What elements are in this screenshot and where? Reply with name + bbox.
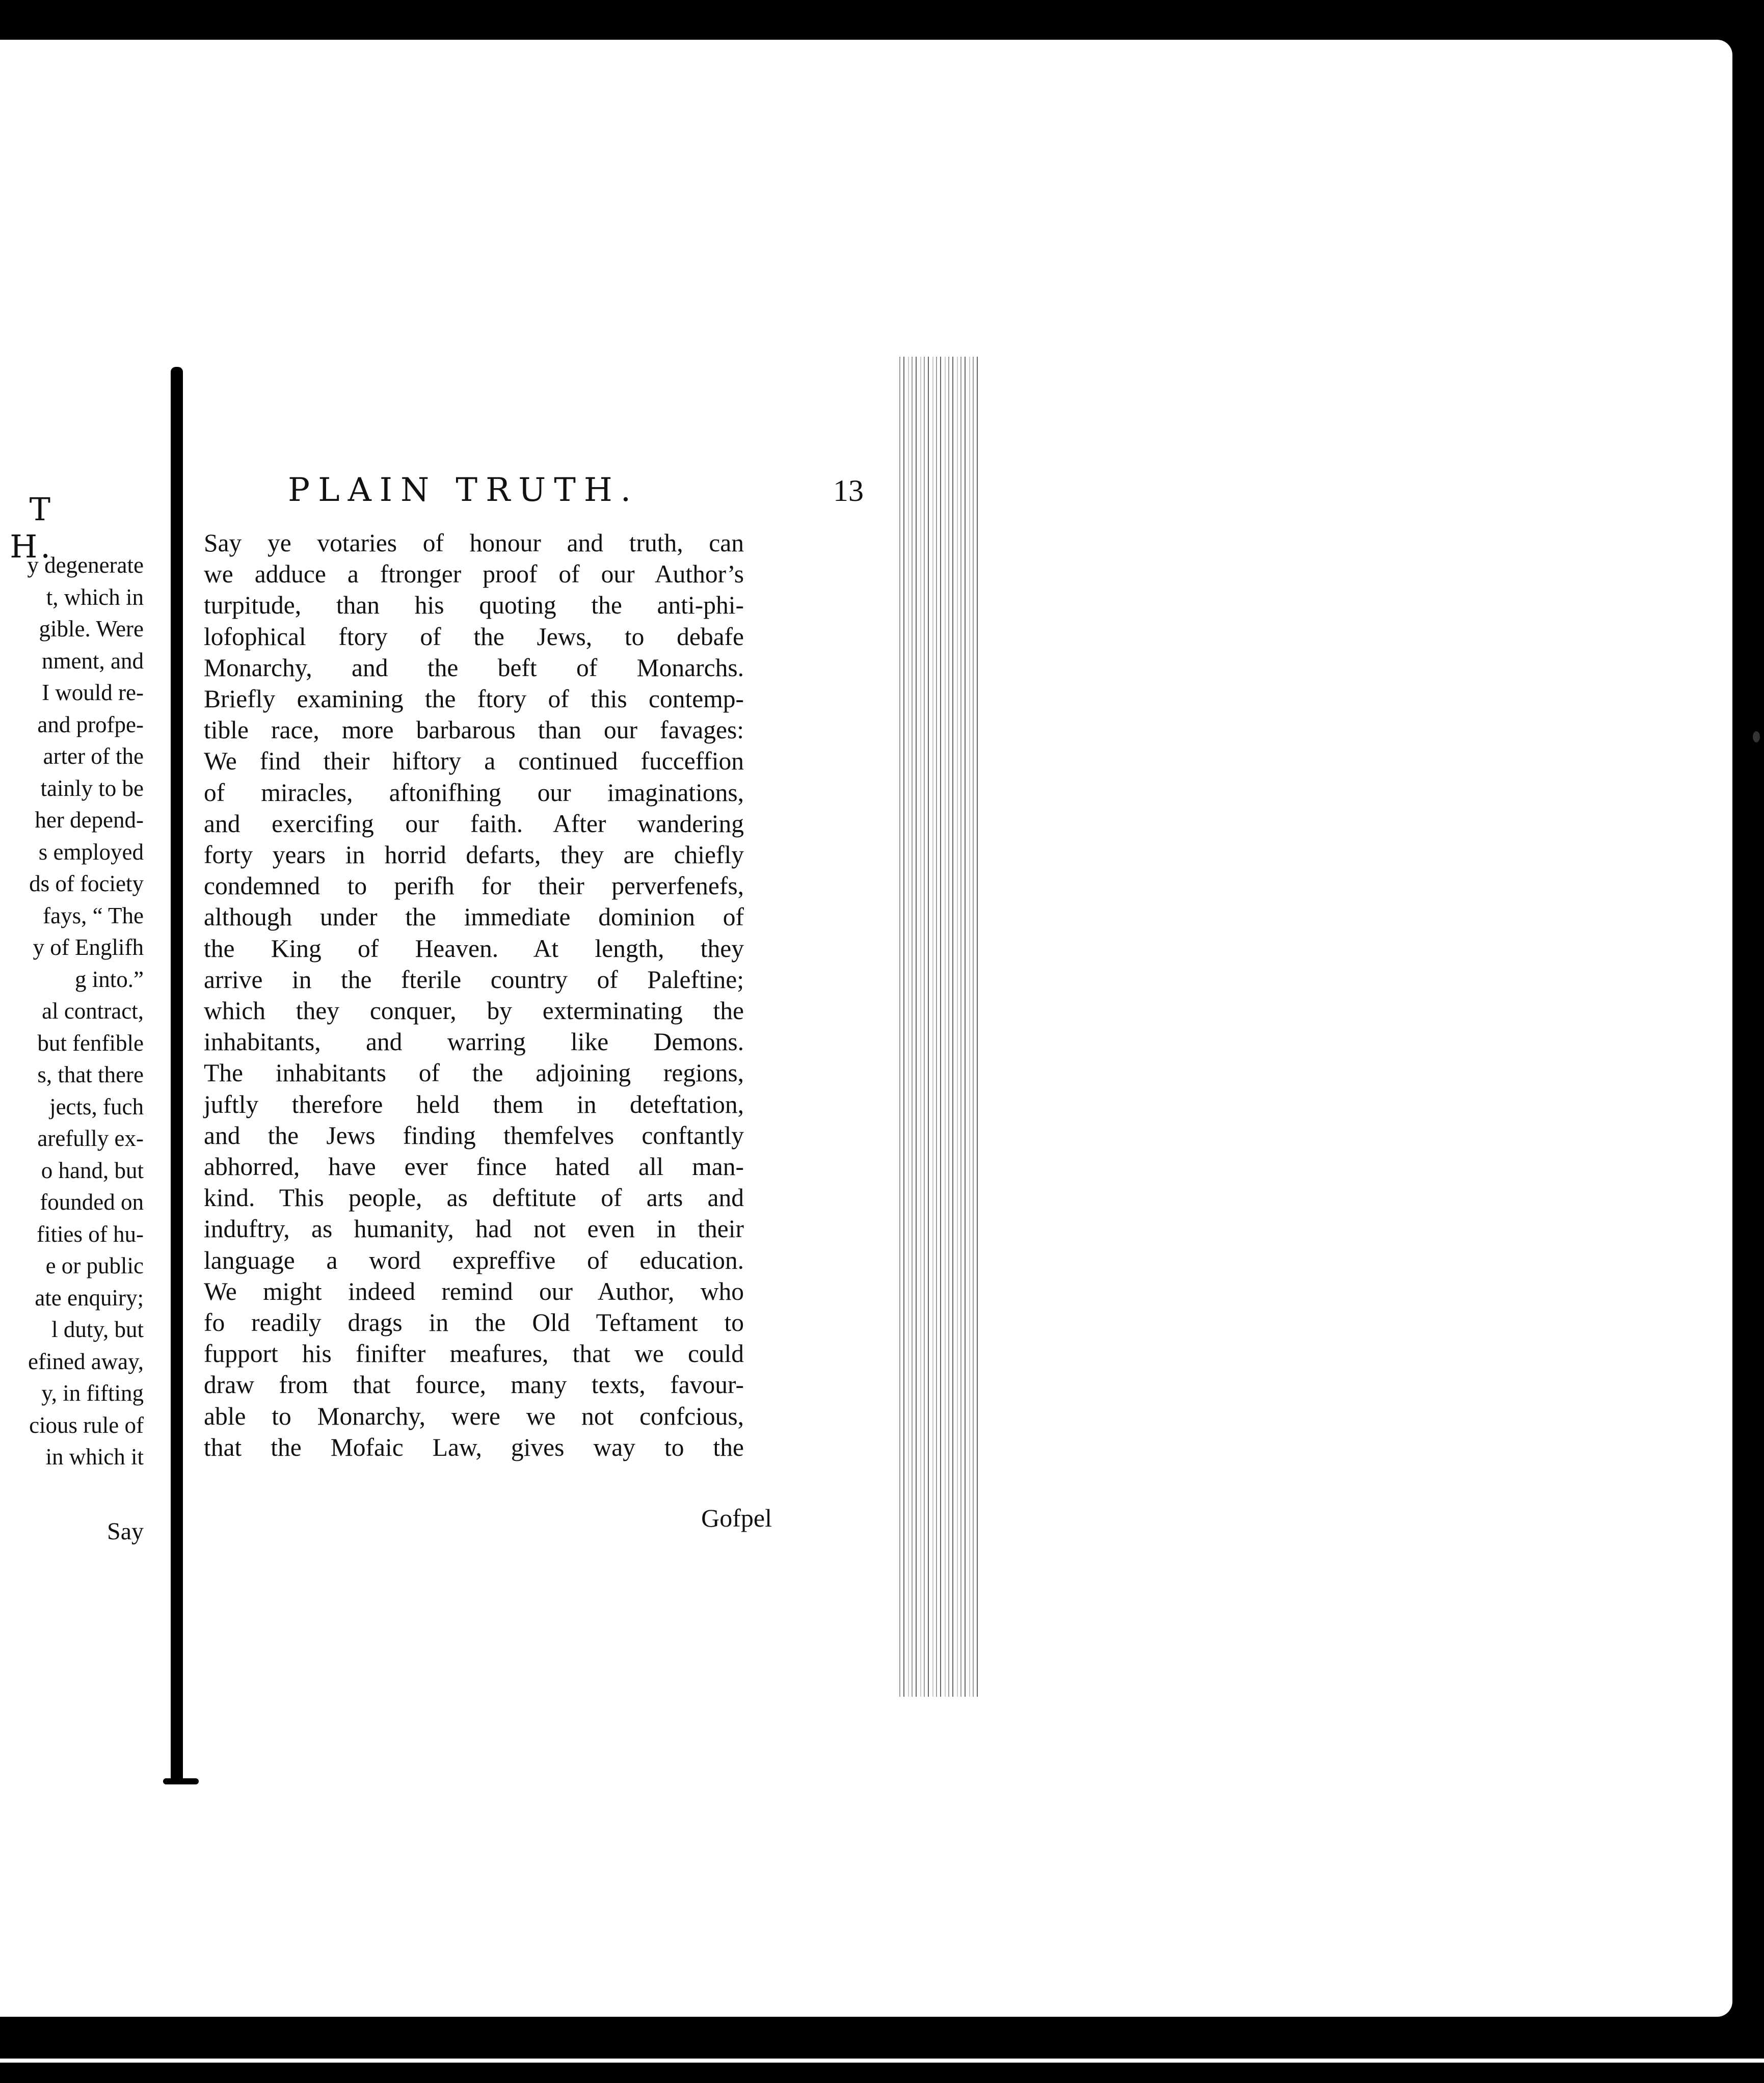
text-line: the King of Heaven. At length, they <box>204 934 744 963</box>
text-line: fo readily drags in the Old Teftament to <box>204 1308 744 1337</box>
text-line: I would re- <box>42 680 144 705</box>
text-line: lofophical ftory of the Jews, to debafe <box>204 622 744 651</box>
text-line: ds of fociety <box>29 871 144 896</box>
text-line: forty years in horrid defarts, they are chiefly <box>204 841 744 869</box>
body-text <box>204 527 744 1463</box>
text-line: kind. This people, as deftitute of arts and <box>204 1184 744 1212</box>
text-line: g into.” <box>75 966 144 992</box>
left-running-head: T H. <box>10 491 54 565</box>
running-head <box>288 471 864 512</box>
left-page <box>0 40 163 2017</box>
text-line: juftly therefore held them in deteftation, <box>204 1090 744 1118</box>
text-line: y of Englifh <box>33 934 144 960</box>
page-number: 13 <box>833 474 864 508</box>
right-page <box>189 357 897 1778</box>
text-line: jects, fuch <box>49 1093 144 1119</box>
text-line: induftry, as humanity, had not even in their <box>204 1215 744 1243</box>
text-line: turpitude, than his quoting the anti-phi- <box>204 591 744 620</box>
text-line: The inhabitants of the adjoining regions, <box>204 1059 744 1087</box>
text-line: but fenfible <box>37 1030 144 1056</box>
text-line: of miracles, aftonifhing our imaginations, <box>204 778 744 807</box>
text-line: Say ye votaries of honour and truth, can <box>204 529 744 557</box>
text-line: although under the immediate dominion of <box>204 903 744 931</box>
text-line: abhorred, have ever fince hated all man- <box>204 1153 744 1181</box>
scan-frame-bottom <box>0 2017 1764 2083</box>
text-line: al contract, <box>42 998 144 1024</box>
text-line: that the Mofaic Law, gives way to the <box>204 1433 744 1461</box>
left-page-text <box>0 549 144 1473</box>
text-line: her depend- <box>35 807 144 833</box>
text-line: and the Jews finding themfelves conftantly <box>204 1121 744 1150</box>
text-line: we adduce a ftronger proof of our Author’s <box>204 560 744 589</box>
text-line: arter of the <box>43 743 144 769</box>
text-line: fays, “ The <box>43 902 144 928</box>
text-line: y, in fifting <box>41 1380 144 1406</box>
text-line: l duty, but <box>51 1317 144 1342</box>
text-line: t, which in <box>46 584 144 610</box>
scan-frame-top <box>0 0 1764 23</box>
text-line: s, that there <box>37 1062 144 1087</box>
page-title: PLAIN TRUTH. <box>288 471 639 509</box>
left-catchword: Say <box>107 1518 144 1545</box>
text-line: condemned to perifh for their perverfenefs, <box>204 872 744 900</box>
text-line: e or public <box>45 1253 144 1278</box>
text-line: o hand, but <box>41 1157 144 1183</box>
text-line: fities of hu- <box>37 1221 144 1247</box>
text-line: able to Monarchy, were we not confcious, <box>204 1402 744 1430</box>
book-gutter <box>171 367 183 1783</box>
text-line: nment, and <box>42 648 144 674</box>
text-line: ate enquiry; <box>35 1285 144 1311</box>
text-line: s employed <box>38 839 144 865</box>
scan-frame-bottom-line <box>0 2059 1764 2063</box>
text-line: cious rule of <box>29 1412 144 1438</box>
text-line: We might indeed remind our Author, who <box>204 1277 744 1305</box>
book-gutter-foot <box>163 1778 199 1784</box>
text-line: draw from that fource, many texts, favour- <box>204 1371 744 1399</box>
scan-speck <box>1753 731 1760 742</box>
text-line: efined away, <box>28 1348 144 1374</box>
text-line: arefully ex- <box>37 1126 144 1151</box>
text-line: in which it <box>45 1444 144 1470</box>
catchword: Gofpel <box>701 1504 772 1532</box>
text-line: arrive in the fterile country of Paleftine; <box>204 965 744 994</box>
text-line: and profpe- <box>37 711 144 737</box>
text-line: Monarchy, and the beft of Monarchs. <box>204 653 744 682</box>
text-line: founded on <box>40 1189 144 1215</box>
text-line: and exercifing our faith. After wandering <box>204 809 744 838</box>
text-line: fupport his finifter meafures, that we could <box>204 1340 744 1368</box>
text-line: Briefly examining the ftory of this contemp- <box>204 685 744 713</box>
book-page-edges <box>897 357 981 1697</box>
text-line: y degenerate <box>27 552 144 578</box>
text-line: gible. Were <box>39 616 144 642</box>
text-line: language a word expreffive of education. <box>204 1246 744 1274</box>
text-line: tible race, more barbarous than our favages: <box>204 716 744 744</box>
text-line: tainly to be <box>40 775 144 801</box>
text-line: inhabitants, and warring like Demons. <box>204 1028 744 1056</box>
text-line: We find their hiftory a continued fucceffion <box>204 747 744 776</box>
text-line: which they conquer, by exterminating the <box>204 997 744 1025</box>
